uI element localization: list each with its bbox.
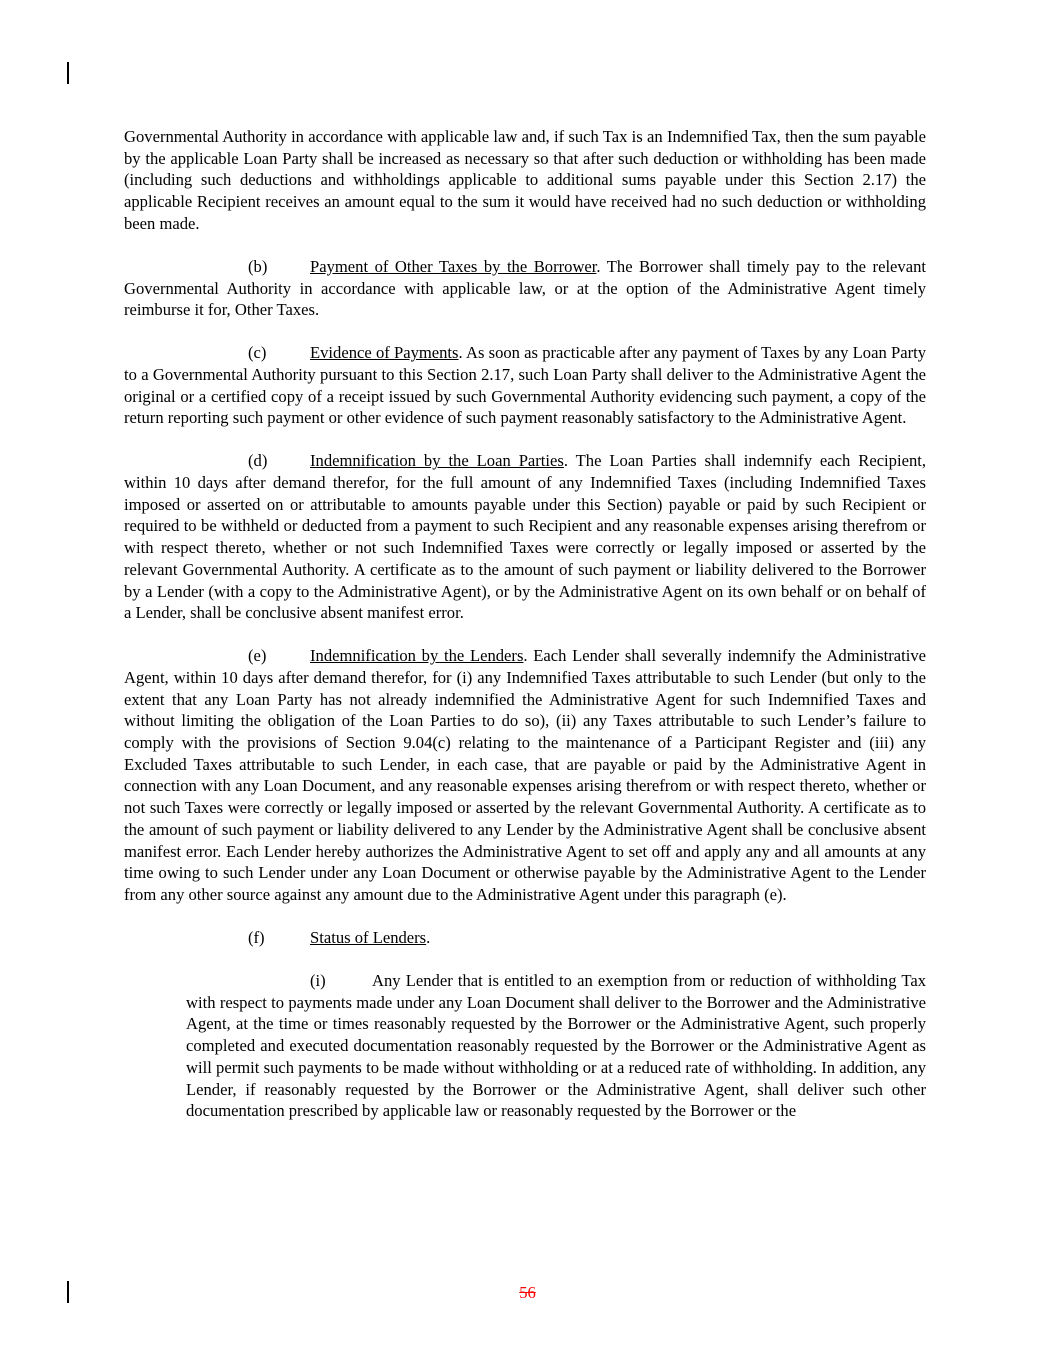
paragraph-b-text: . The Borrower shall timely pay to the relevant Governmental Authority in accordance with applicable law, or at the option of the Administrative Agent timely reimburse it for, Other Taxes. xyxy=(124,256,926,320)
page-number: 56 xyxy=(519,1283,536,1302)
subparagraph-block xyxy=(186,970,926,1122)
paragraph-c xyxy=(124,342,926,429)
paragraph-f-heading: Status of Lenders xyxy=(310,927,427,947)
paragraph-f xyxy=(124,927,926,949)
paragraph-e xyxy=(124,645,926,905)
revision-bar-top xyxy=(67,62,69,84)
paragraph-f-i-text: Any Lender that is entitled to an exemption from or reduction of withholding Tax with respect to payments made under any Loan Document shall deliver to the Borrower and the Administrative Agent, at the time or times reasonably requested by the Borrower or the Administrative Agent, such properly completed and executed documentation reasonably requested by the Borrower or the Administrative Agent as will permit such payments to be made without withholding or at a reduced rate of withholding. In addition, any Lender, if reasonably requested by the Borrower or the Administrative Agent, shall deliver such other documentation prescribed by applicable law or reasonably requested by the Borrower or the xyxy=(186,970,926,1121)
paragraph-c-text: . As soon as practicable after any payment of Taxes by any Loan Party to a Governmental Authority pursuant to this Section 2.17, such Loan Party shall deliver to the Administrative Agent the original or a certified copy of a receipt issued by such Governmental Authority evidencing such payment, a copy of the return reporting such payment or other evidence of such payment reasonably satisfactory to the Administrative Agent. xyxy=(124,343,926,428)
paragraph-f-text: . xyxy=(426,927,431,947)
paragraph-d-text: . The Loan Parties shall indemnify each Recipient, within 10 days after demand therefor, for the full amount of any Indemnified Taxes (including Indemnified Taxes imposed or asserted on or attributable to amounts payable under this Section) payable or paid by such Recipient or required to be withheld or deducted from a payment to such Recipient and any reasonable expenses arising therefrom or with respect thereto, whether or not such Indemnified Taxes were correctly or legally imposed or asserted by the relevant Governmental Authority. A certificate as to the amount of such payment or liability delivered to the Borrower by a Lender (with a copy to the Administrative Agent), or by the Administrative Agent on its own behalf or on behalf of a Lender, shall be conclusive absent manifest error. xyxy=(124,451,926,623)
paragraph-b-heading: Payment of Other Taxes by the Borrower xyxy=(310,256,597,276)
paragraph-f-i-label: (i) xyxy=(310,970,326,990)
paragraph-e-text: . Each Lender shall severally indemnify the Administrative Agent, within 10 days after demand therefor, for (i) any Indemnified Taxes attributable to such Lender (but only to the extent that any Loan Party has not already indemnified the Administrative Agent for such Indemnified Taxes and without limiting the obligation of the Loan Parties to do so), (ii) any Taxes attributable to such Lender’s failure to comply with the provisions of Section 9.04(c) relating to the maintenance of a Participant Register and (iii) any Excluded Taxes attributable to such Lender, in each case, that are payable or paid by the Administrative Agent in connection with any Loan Document, and any reasonable expenses arising therefrom or with respect thereto, whether or not such Taxes were correctly or legally imposed or asserted by the relevant Governmental Authority. A certificate as to the amount of such payment or liability delivered to any Lender by the Administrative Agent shall be conclusive absent manifest error. Each Lender hereby authorizes the Administrative Agent to set off and apply any and all amounts at any time owing to such Lender under any Loan Document or otherwise payable by the Administrative Agent to the Lender from any other source against any amount due to the Administrative Agent under this paragraph (e). xyxy=(124,646,926,904)
paragraph-continuation: Governmental Authority in accordance with applicable law and, if such Tax is an Indemnified Tax, then the sum payable by the applicable Loan Party shall be increased as necessary so that after such deduction or withholding has been made (including such deductions and withholdings applicable to additional sums payable under this Section 2.17) the applicable Recipient receives an amount equal to the sum it would have received had no such deduction or withholding been made. xyxy=(124,127,926,233)
paragraph-d-heading: Indemnification by the Loan Parties xyxy=(310,451,564,471)
paragraph-f-i xyxy=(186,970,926,1122)
paragraph-e-label: (e) xyxy=(248,646,267,666)
paragraph-b xyxy=(124,256,926,321)
paragraph-c-label: (c) xyxy=(248,343,267,363)
paragraph-b-label: (b) xyxy=(248,256,268,276)
paragraph-d xyxy=(124,450,926,624)
paragraph-d-label: (d) xyxy=(248,451,268,471)
paragraph-e-heading: Indemnification by the Lenders xyxy=(310,646,524,666)
document-body xyxy=(124,126,926,1122)
paragraph-f-label: (f) xyxy=(248,927,265,947)
paragraph-c-heading: Evidence of Payments xyxy=(310,343,459,363)
